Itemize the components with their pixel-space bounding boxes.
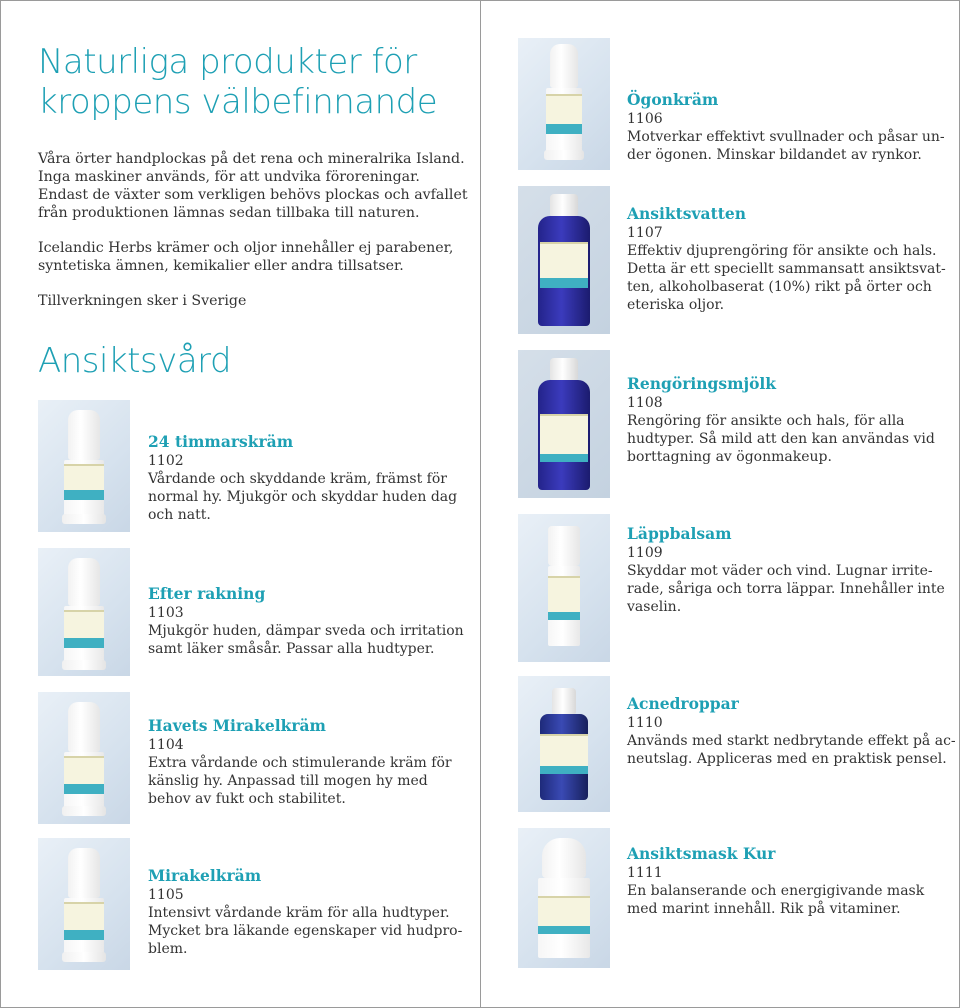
intro-text [38, 150, 468, 327]
product-code: 1110 [627, 715, 663, 731]
product-name: Ögonkräm [627, 90, 719, 109]
product-photo-1102 [38, 400, 130, 532]
product-photo-1108 [518, 350, 610, 498]
product-1111: Ansiktsmask Kur 1111 En balanserande och energigivande mask med marint innehåll. Rik på vitaminer. [627, 844, 927, 918]
product-name: Ansiktsvatten [627, 204, 747, 223]
product-photo-1105 [38, 838, 130, 970]
product-code: 1109 [627, 545, 663, 561]
product-photo-1109 [518, 514, 610, 662]
product-1102: 24 timmarskräm 1102 Vårdande och skyddande kräm, främst för normal hy. Mjukgör och skyddar huden dag och natt. [148, 432, 458, 523]
product-photo-1104 [38, 692, 130, 824]
product-code: 1107 [627, 225, 663, 241]
product-code: 1103 [148, 605, 184, 621]
page-title: Naturliga produkter för kroppens välbefinnande [38, 42, 438, 122]
section-title: Ansiktsvård [38, 341, 232, 381]
product-code: 1111 [627, 865, 663, 881]
product-code: 1102 [148, 453, 184, 469]
intro-paragraph-1: Våra örter handplockas på det rena och mineralrika Island. Inga maskiner används, för att undvika föroreningar. Endast de växter som verkligen behövs plockas och avfallet från produktionen lämnas sedan tillbaka till naturen. [38, 151, 468, 221]
product-code: 1105 [148, 887, 184, 903]
intro-paragraph-2: Icelandic Herbs krämer och oljor innehåller ej parabener, syntetiska ämnen, kemikalier eller andra tillsatser. [38, 240, 454, 274]
product-1104: Havets Mirakelkräm 1104 Extra vårdande och stimulerande kräm för känslig hy. Anpassad till mogen hy med behov av fukt och stabilitet. [148, 716, 452, 807]
product-1109: Läppbalsam 1109 Skyddar mot väder och vind. Lugnar irrite- rade, såriga och torra läppar. Innehåller inte vaselin. [627, 524, 945, 615]
product-code: 1104 [148, 737, 184, 753]
product-1105: Mirakelkräm 1105 Intensivt vårdande kräm för alla hudtyper. Mycket bra läkande egenskaper vid hudpro- blem. [148, 866, 463, 957]
product-1110: Acnedroppar 1110 Används med starkt nedbrytande effekt på ac- neutslag. Appliceras med en praktisk pensel. [627, 694, 956, 767]
product-code: 1108 [627, 395, 663, 411]
product-name: Efter rakning [148, 584, 266, 603]
product-code: 1106 [627, 111, 663, 127]
product-1103: Efter rakning 1103 Mjukgör huden, dämpar sveda och irritation samt läker småsår. Passar alla hudtyper. [148, 584, 464, 657]
product-photo-1107 [518, 186, 610, 334]
product-name: Acnedroppar [627, 694, 739, 713]
product-name: Mirakelkräm [148, 866, 262, 885]
product-photo-1110 [518, 676, 610, 812]
center-divider [480, 0, 481, 1008]
product-name: Havets Mirakelkräm [148, 716, 326, 735]
product-name: Rengöringsmjölk [627, 374, 777, 393]
product-name: Ansiktsmask Kur [627, 844, 776, 863]
product-1108: Rengöringsmjölk 1108 Rengöring för ansikte och hals, för alla hudtyper. Så mild att den kan användas vid borttagning av ögonmakeup. [627, 374, 935, 465]
intro-paragraph-3: Tillverkningen sker i Sverige [38, 293, 247, 309]
product-1106: Ögonkräm 1106 Motverkar effektivt svullnader och påsar un- der ögonen. Minskar bildandet av rynkor. [627, 90, 945, 163]
product-photo-1106 [518, 38, 610, 170]
product-name: 24 timmarskräm [148, 432, 294, 451]
product-photo-1103 [38, 548, 130, 676]
product-name: Läppbalsam [627, 524, 732, 543]
product-photo-1111 [518, 828, 610, 968]
product-1107: Ansiktsvatten 1107 Effektiv djuprengöring för ansikte och hals. Detta är ett speciellt sammansatt ansiktsvat- ten, alkoholbaserat (10%) rikt på örter och eteriska oljor. [627, 204, 946, 313]
